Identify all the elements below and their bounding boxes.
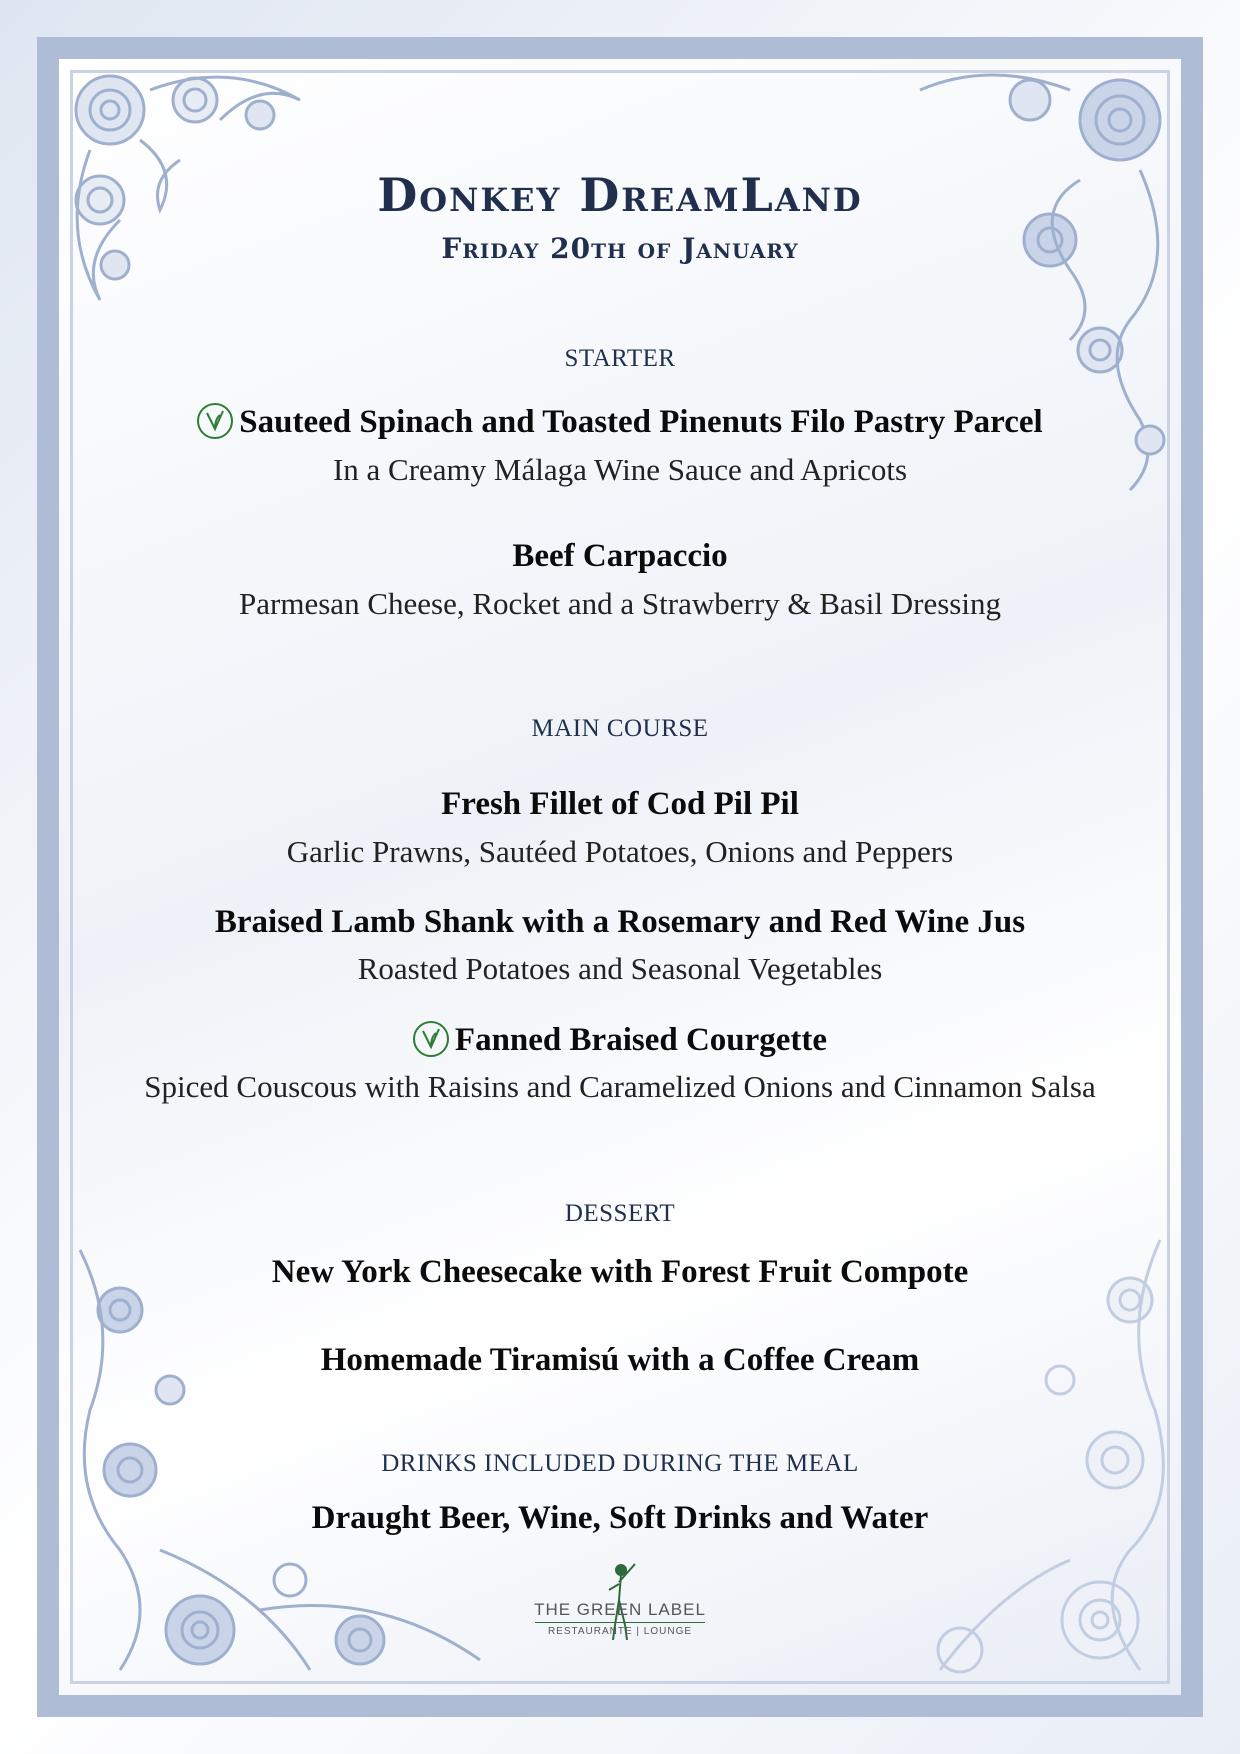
dish-description: Spiced Couscous with Raisins and Caramelized Onions and Cinnamon Salsa [144, 1069, 1096, 1104]
dish-name [80, 404, 1160, 442]
dish-description: In a Creamy Málaga Wine Sauce and Apricots [332, 452, 908, 487]
dish-name: Draught Beer, Wine, Soft Drinks and Water [311, 1500, 929, 1536]
event-date: Friday 20th of January [441, 232, 799, 265]
vegetarian-leaf-icon [197, 403, 233, 439]
dish-description: Roasted Potatoes and Seasonal Vegetables [357, 951, 883, 986]
vegetarian-leaf-icon [413, 1021, 449, 1057]
section-heading-dessert: DESSERT [564, 1200, 676, 1227]
dish-name: Homemade Tiramisú with a Coffee Cream [320, 1342, 920, 1378]
dish-name: New York Cheesecake with Forest Fruit Compote [271, 1254, 969, 1290]
logo-divider [535, 1622, 705, 1623]
logo-subtext: RESTAURANTE | LOUNGE [547, 1626, 693, 1637]
dish-name: Fresh Fillet of Cod Pil Pil [441, 786, 799, 822]
dish-description: Garlic Prawns, Sautéed Potatoes, Onions and Peppers [286, 834, 954, 869]
section-heading-starter: STARTER [564, 345, 676, 372]
event-title: Donkey DreamLand [377, 168, 863, 222]
section-heading-main: MAIN COURSE [531, 715, 709, 742]
logo-text: THE GREEN LABEL [534, 1600, 706, 1619]
dish-name-label: Sauteed Spinach and Toasted Pinenuts Filo Pastry Parcel [239, 404, 1043, 440]
dish-name-label: Fanned Braised Courgette [454, 1022, 828, 1058]
dish-name: Braised Lamb Shank with a Rosemary and Red Wine Jus [214, 904, 1026, 940]
dish-name [80, 1022, 1160, 1060]
restaurant-logo [525, 1560, 715, 1650]
dish-description: Parmesan Cheese, Rocket and a Strawberry & Basil Dressing [239, 586, 1001, 621]
section-heading-drinks: DRINKS INCLUDED DURING THE MEAL [381, 1450, 859, 1477]
dish-name: Beef Carpaccio [512, 538, 728, 574]
